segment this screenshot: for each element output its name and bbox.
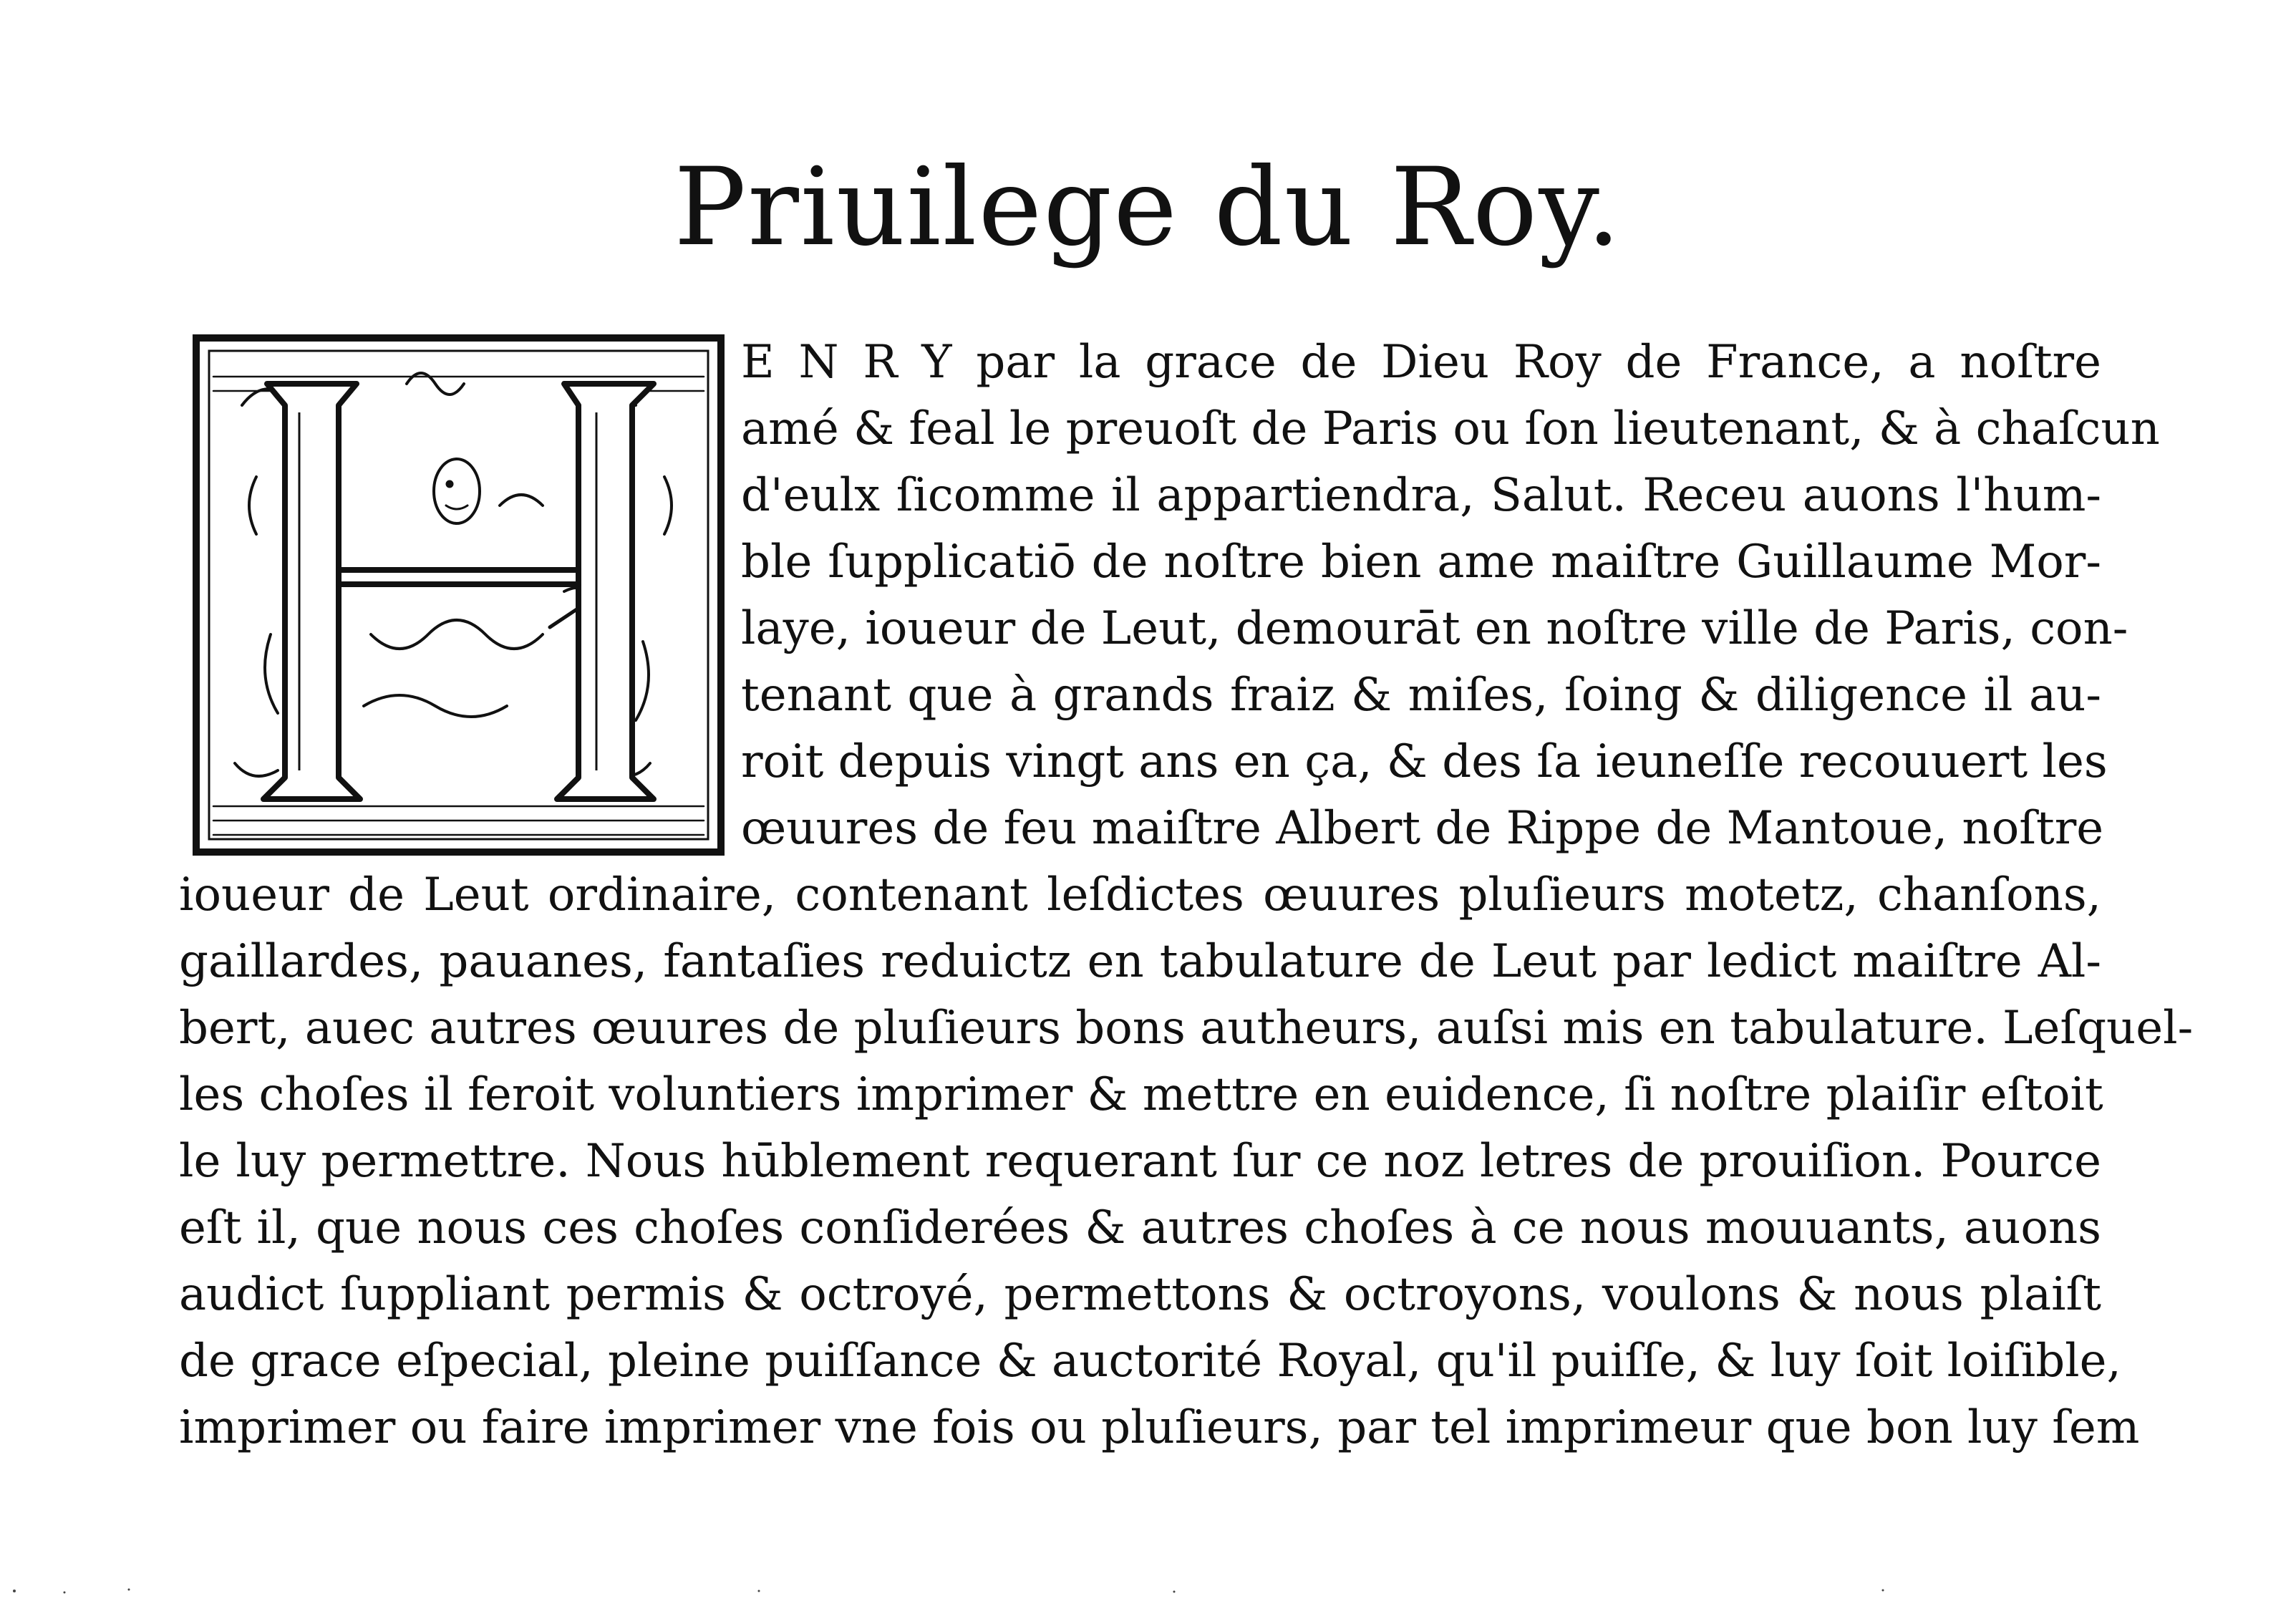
text-line: audict ſuppliant permis & octroyé, permettons & octroyons, voulons & nous plaiſt — [179, 1268, 2101, 1321]
text-line: laye, ioueur de Leut, demourāt en noſtre ville de Paris, con- — [741, 602, 2128, 655]
text-line: E N R Y par la grace de Dieu Roy de France, a noſtre — [741, 336, 2101, 389]
text-line: d'eulx ſicomme il appartiendra, Salut. Receu auons l'hum- — [741, 469, 2101, 522]
text-line: de grace eſpecial, pleine puiſſance & auctorité Royal, qu'il puiſſe, & luy ſoit loiſible, — [179, 1335, 2121, 1388]
text-line: amé & feal le preuoſt de Paris ou ſon lieutenant, & à chaſcun — [741, 402, 2160, 455]
decorated-initial-letter — [192, 334, 725, 856]
scan-edge-specks — [0, 1584, 2296, 1598]
text-line: le luy permettre. Nous hūblement requerant ſur ce noz letres de prouiſion. Pource — [179, 1135, 2101, 1188]
text-line: bert, auec autres œuures de pluſieurs bons autheurs, auſsi mis en tabulature. Leſquel- — [179, 1002, 2194, 1055]
text-line: imprimer ou faire imprimer vne fois ou pluſieurs, par tel imprimeur que bon luy ſem — [179, 1401, 2140, 1454]
text-line: ioueur de Leut ordinaire, contenant leſdictes œuures pluſieurs motetz, chanſons, — [179, 869, 2101, 921]
text-line: tenant que à grands fraiz & miſes, ſoing & diligence il au- — [741, 669, 2101, 722]
text-line: roit depuis vingt ans en ça, & des ſa ieuneſſe recouuert les — [741, 735, 2108, 788]
text-line: les choſes il feroit voluntiers imprimer & mettre en euidence, ſi noſtre plaiſir eſtoit — [179, 1068, 2103, 1121]
text-line: ble ſupplicatiō de noſtre bien ame maiſtre Guillaume Mor- — [741, 536, 2101, 589]
text-line: gaillardes, pauanes, fantaſies reduictz en tabulature de Leut par ledict maiſtre Al- — [179, 935, 2101, 988]
text-line: eſt il, que nous ces choſes conſiderées & autres choſes à ce nous mouuants, auons — [179, 1201, 2101, 1254]
text-line: œuures de feu maiſtre Albert de Rippe de Mantoue, noſtre — [741, 802, 2104, 855]
page-title: Priuilege du Roy. — [674, 145, 1622, 270]
